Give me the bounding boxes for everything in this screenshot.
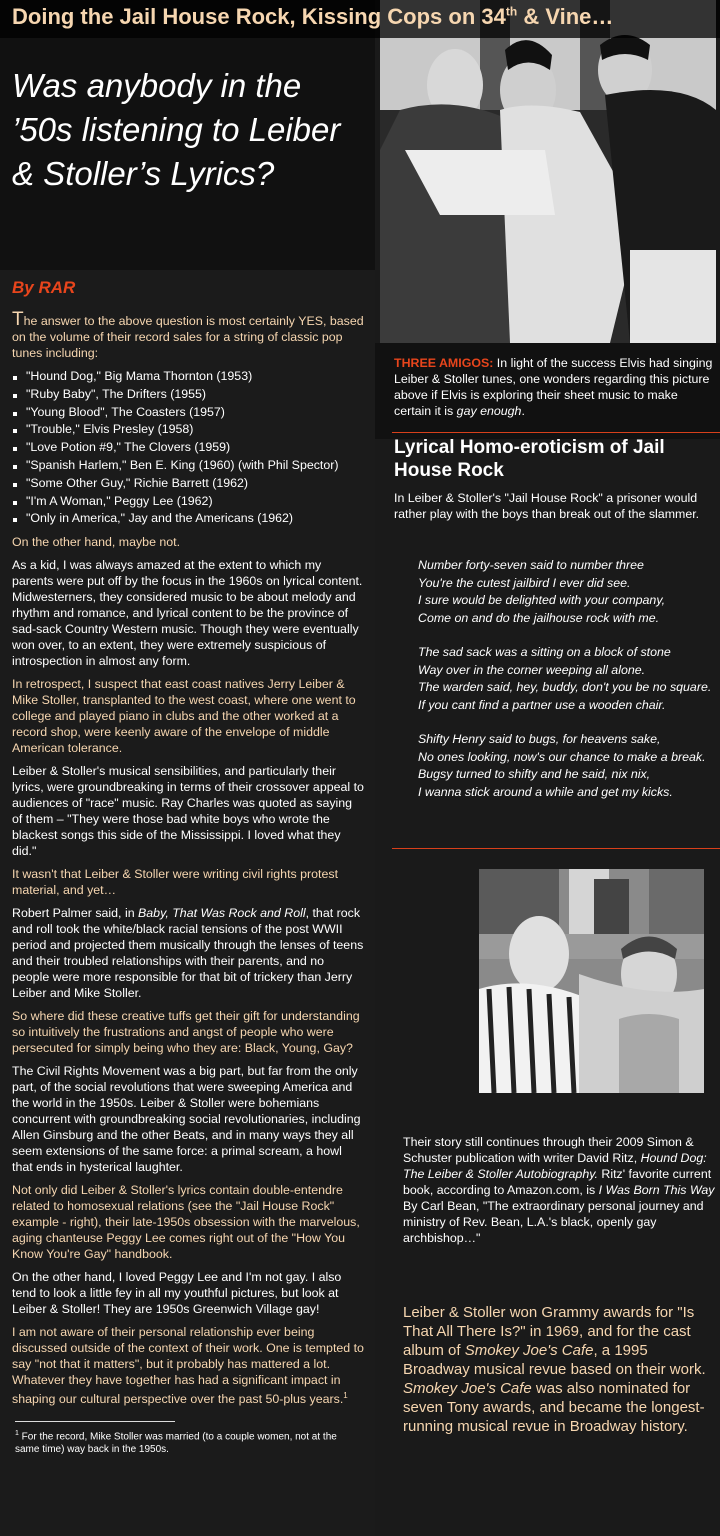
sidebar-heading: Lyrical Homo-eroticism of Jail House Rock: [394, 437, 665, 481]
tune-item: "Only in America," Jay and the Americans (1962): [12, 510, 364, 528]
grammy-paragraph: [403, 1303, 713, 1436]
paragraph: [12, 1324, 364, 1407]
tune-item: "Some Other Guy," Richie Barrett (1962): [12, 475, 364, 493]
lyric-line: I sure would be delighted with your company,: [418, 593, 666, 607]
paragraph: It wasn't that Leiber & Stoller were writing civil rights protest material, and yet…: [12, 867, 339, 898]
caption-label: THREE AMIGOS:: [394, 356, 494, 370]
tune-item: "Trouble," Elvis Presley (1958): [12, 421, 364, 439]
book-title: Hound Dog: The Leiber & Stoller Autobiography.: [403, 1151, 707, 1181]
lyric-line: I wanna stick around a while and get my kicks.: [418, 784, 673, 799]
tune-item: "Young Blood", The Coasters (1957): [12, 404, 364, 422]
paragraph: On the other hand, I loved Peggy Lee and I'm not gay. I also tend to look a little fey in all my youthful pictures, but look at Leiber & Stoller! They are 1950s Greenwich Village gay!: [12, 1270, 342, 1317]
intro-text: he answer to the above question is most certainly YES, based on the volume of their record sales for a string of classic pop tunes including:: [12, 314, 364, 360]
lyric-line: You're the cutest jailbird I ever did see.: [418, 575, 631, 590]
footnote-text: For the record, Mike Stoller was married (to a couple women, not at the same time) way back in the 1950s.: [15, 1431, 337, 1455]
byline: By RAR: [12, 278, 76, 297]
drop-cap: T: [12, 309, 24, 330]
paragraph-text: , that rock and roll took the white/black racial tensions of the post WWII period and projected them musically through the lenses of teens and their troubled relationships with their parents, and no people were more responsible for that bit of trickery than Jerry Leiber and Mike Stoller.: [12, 906, 364, 1001]
article-intro: [12, 309, 364, 361]
lyric-line: No ones looking, now's our chance to make a break.: [418, 749, 706, 764]
lyrics-block: [418, 557, 718, 818]
grammy-text: , a 1995 Broadway musical revue based on their work.: [403, 1342, 706, 1378]
lyric-line: Bugsy turned to shifty and he said, nix nix,: [418, 767, 651, 781]
story-text: Ritz' favorite current book, according to Amazon.com, is: [403, 1167, 712, 1197]
banner-title-text: Doing the Jail House Rock, Kissing Cops on 34: [12, 4, 506, 29]
grammy-text: Leiber & Stoller won Grammy awards for "Is That All There Is?" in 1969, and for the cast album of: [403, 1304, 695, 1359]
book-title: I Was Born This Way: [598, 1183, 715, 1197]
footnote-marker[interactable]: 1: [343, 1391, 348, 1401]
story-paragraph: [403, 1134, 715, 1246]
tune-item: "Love Potion #9," The Clovers (1959): [12, 439, 364, 457]
lyric-stanza: [418, 644, 718, 714]
divider-red: [392, 432, 720, 433]
tune-item: "I'm A Woman," Peggy Lee (1962): [12, 493, 364, 511]
paragraph-text: I am not aware of their personal relationship ever being discussed outside of the context of their work. One is tempted to say "not that it matters", but it probably has mattered a lot. Whatever they have together has had a significant impact in shaping our cultural perspective over the past 50-plus years.: [12, 1325, 364, 1407]
lyric-line: If you cant find a partner use a wooden chair.: [418, 697, 666, 712]
paragraph: The Civil Rights Movement was a big part, but far from the only part, of the social revolutions that were sweeping America and the world in the 1950s. Leiber & Stoller were bohemians concurrent with groundbreaking social revolutionaries, including Allen Ginsburg and the other Beats, and in many ways they all seem extensions of the same force: a primal scream, a howl that ends in hysterical laughter.: [12, 1064, 361, 1175]
lyric-line: Come on and do the jailhouse rock with me.: [418, 610, 660, 625]
lyric-line: Number forty-seven said to number three: [418, 558, 644, 572]
divider-red: [392, 848, 720, 849]
show-title: Smokey Joe's Cafe: [403, 1380, 532, 1397]
story-text: Their story still continues through their 2009 Simon & Schuster publication with writer David Ritz,: [403, 1135, 694, 1165]
lyric-stanza: [418, 557, 718, 627]
lyric-line: The warden said, hey, buddy, don't you be no square.: [418, 680, 712, 694]
photo-placeholder-graphic: [380, 0, 716, 343]
photo-caption: [394, 355, 716, 419]
paragraph: [12, 905, 364, 1001]
paragraph: So where did these creative tuffs get their gift for understanding so intuitively the frustrations and angst of people who were persecuted for simply being who they are: Black, Young, Gay?: [12, 1009, 360, 1056]
caption-text: In light of the success Elvis had singing Leiber & Stoller tunes, one wonders regarding this picture above if Elvis is exploring their sheet music to make certain it is: [394, 356, 713, 418]
paragraph-text: Robert Palmer said, in: [12, 906, 139, 921]
caption-emphasis: gay enough: [456, 404, 522, 418]
banner-title-text-end: & Vine…: [517, 4, 614, 29]
sidebar-intro: In Leiber & Stoller's "Jail House Rock" a prisoner would rather play with the boys than break out of the slammer.: [394, 491, 700, 521]
book-title: Baby, That Was Rock and Roll: [138, 906, 306, 921]
footnote-number: 1: [15, 1430, 19, 1438]
banner-title-superscript: th: [505, 4, 518, 19]
caption-end: .: [521, 404, 525, 418]
lyric-line: Way over in the corner weeping all alone.: [418, 662, 646, 677]
paragraph: Leiber & Stoller's musical sensibilities, and particularly their lyrics, were groundbreaking in terms of their crossover appeal to audiences of "race" music. Ray Charles was quoted as saying of them – "They were those bad white boys who wrote the blackest songs this side of the Mississippi. I loved what they did.": [12, 764, 364, 859]
story-text: By Carl Bean, "The extraordinary personal journey and ministry of Rev. Bean, L.A.'s black, openly gay archbishop…": [403, 1199, 704, 1245]
photo-elvis-leiber-stoller: [380, 0, 716, 343]
tune-item: "Spanish Harlem," Ben E. King (1960) (with Phil Spector): [12, 457, 364, 475]
article-body: [12, 309, 364, 1456]
paragraph: On the other hand, maybe not.: [12, 535, 181, 550]
lyric-stanza: [418, 731, 718, 801]
tune-item: "Hound Dog," Big Mama Thornton (1953): [12, 368, 364, 386]
paragraph: In retrospect, I suspect that east coast natives Jerry Leiber & Mike Stoller, transplanted to the west coast, where one went to college and played piano in clubs and the other worked at a record shop, were keenly aware of the envelope of middle American tolerance.: [12, 677, 356, 756]
footnote: [15, 1428, 364, 1455]
lyric-line: Shifty Henry said to bugs, for heavens sake,: [418, 732, 661, 746]
top-banner: [0, 0, 720, 38]
paragraph: Not only did Leiber & Stoller's lyrics contain double-entendre related to homosexual relations (see the "Jail House Rock" example - right), their late-1950s obsession with the marvelous, aging chanteuse Peggy Lee comes right out of the "How You Know You're Gay" handbook.: [12, 1183, 360, 1262]
footnote-divider: [15, 1421, 175, 1422]
photo-placeholder-graphic: [479, 869, 704, 1093]
photo-leiber-stoller: [479, 869, 704, 1093]
banner-title: [12, 4, 613, 30]
lyric-line: The sad sack was a sitting on a block of stone: [418, 645, 671, 659]
paragraph: As a kid, I was always amazed at the extent to which my parents were put off by the focus in the 1960s on lyrical content. Midwesterners, they considered music to be about melody and rhythm and romance, and lyrical content to be the province of sad-sack Country Western music. Though they were eventually won over, to an extent, they were extremely suspicious of introspection in almost any form.: [12, 558, 363, 669]
headline: Was anybody in the ’50s listening to Leiber & Stoller’s Lyrics?: [12, 67, 341, 192]
grammy-text: was also nominated for seven Tony awards, and became the longest-running musical revue in Broadway history.: [403, 1380, 705, 1435]
tune-list: [12, 368, 364, 528]
show-title: Smokey Joe's Cafe: [464, 1342, 594, 1359]
tune-item: "Ruby Baby", The Drifters (1955): [12, 386, 364, 404]
